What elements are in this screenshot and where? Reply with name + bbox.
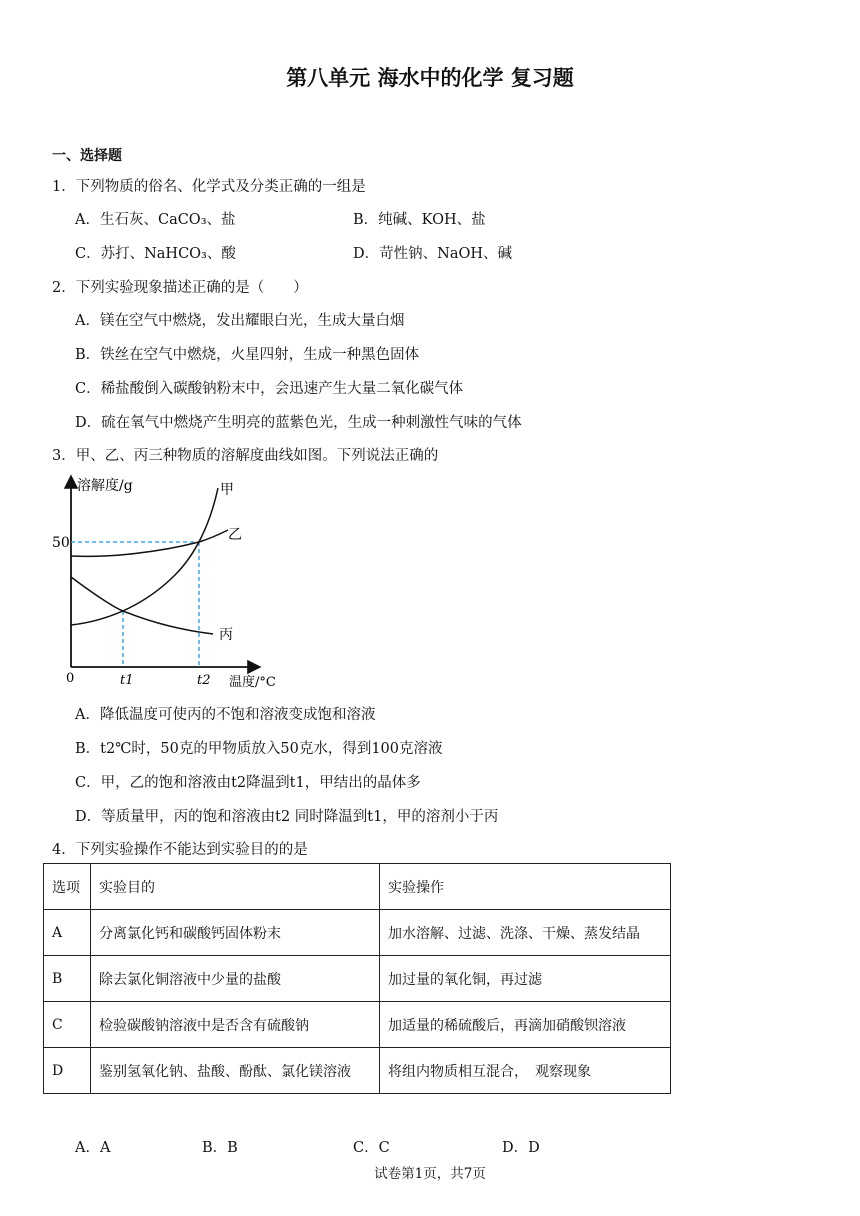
- table-cell: 将组内物质相互混合， 观察现象: [380, 1048, 671, 1094]
- curve-yi: [71, 530, 228, 556]
- table-cell: C: [44, 1002, 91, 1048]
- series-label-yi: 乙: [228, 527, 242, 543]
- table-cell: 检验碳酸钠溶液中是否含有硫酸钠: [91, 1002, 380, 1048]
- table-cell: 分离氯化钙和碳酸钙固体粉末: [91, 910, 380, 956]
- q4-stem: 4．下列实验操作不能达到实验目的的是: [52, 842, 308, 858]
- table-cell: D: [44, 1048, 91, 1094]
- q1-stem: 1．下列物质的俗名、化学式及分类正确的一组是: [52, 179, 366, 195]
- table-header-cell: 实验操作: [380, 864, 671, 910]
- q1-option-a: A．生石灰、CaCO₃、盐: [75, 212, 236, 228]
- table-cell: 鉴别氢氧化钠、盐酸、酚酞、氯化镁溶液: [91, 1048, 380, 1094]
- q3-option-d: D．等质量甲，丙的饱和溶液由t2 同时降温到t1，甲的溶剂小于丙: [75, 809, 499, 825]
- x-tick-t1: t1: [120, 673, 134, 688]
- solubility-chart: [50, 472, 280, 694]
- q3-option-b: B．t2℃时，50克的甲物质放入50克水，得到100克溶液: [75, 741, 443, 757]
- section-heading: 一、选择题: [52, 148, 122, 164]
- y-tick-50: 50: [52, 535, 70, 551]
- table-header-cell: 选项: [44, 864, 91, 910]
- series-label-bing: 丙: [219, 627, 233, 643]
- q3-stem: 3．甲、乙、丙三种物质的溶解度曲线如图。下列说法正确的: [52, 448, 439, 464]
- table-cell: 除去氯化铜溶液中少量的盐酸: [91, 956, 380, 1002]
- q2-option-c: C．稀盐酸倒入碳酸钠粉末中，会迅速产生大量二氧化碳气体: [75, 381, 464, 397]
- table-row: [44, 956, 671, 1002]
- table-row: [44, 910, 671, 956]
- page-footer: 试卷第1页，共7页: [374, 1166, 486, 1182]
- q1-option-d: D．苛性钠、NaOH、碱: [353, 246, 512, 262]
- x-tick-t2: t2: [197, 673, 211, 688]
- table-row: [44, 1002, 671, 1048]
- table-row: [44, 1048, 671, 1094]
- table-cell: 加适量的稀硫酸后，再滴加硝酸钡溶液: [380, 1002, 671, 1048]
- table-cell: B: [44, 956, 91, 1002]
- experiment-table: [43, 863, 671, 1094]
- table-header-row: [44, 864, 671, 910]
- q2-option-b: B．铁丝在空气中燃烧，火星四射，生成一种黑色固体: [75, 347, 420, 363]
- y-axis-label: 溶解度/g: [77, 478, 133, 494]
- series-label-jia: 甲: [220, 482, 234, 498]
- q3-option-c: C．甲，乙的饱和溶液由t2降温到t1，甲结出的晶体多: [75, 775, 421, 791]
- q4-answer-b: B．B: [202, 1140, 238, 1156]
- q3-option-a: A．降低温度可使丙的不饱和溶液变成饱和溶液: [75, 707, 376, 723]
- q2-option-a: A．镁在空气中燃烧，发出耀眼白光，生成大量白烟: [75, 313, 405, 329]
- q2-option-d: D．硫在氧气中燃烧产生明亮的蓝紫色光，生成一种刺激性气味的气体: [75, 415, 522, 431]
- table-cell: 加水溶解、过滤、洗涤、干燥、蒸发结晶: [380, 910, 671, 956]
- curve-bing: [71, 577, 213, 634]
- table-cell: A: [44, 910, 91, 956]
- q1-option-c: C．苏打、NaHCO₃、酸: [75, 246, 236, 262]
- q1-option-b: B．纯碱、KOH、盐: [353, 212, 486, 228]
- q4-answer-c: C．C: [353, 1140, 390, 1156]
- origin-label: 0: [66, 671, 75, 686]
- x-axis-label: 温度/°C: [229, 675, 276, 690]
- table-header-cell: 实验目的: [91, 864, 380, 910]
- page-title: 第八单元 海水中的化学 复习题: [286, 65, 574, 90]
- q4-answer-d: D．D: [502, 1140, 540, 1156]
- q4-answer-a: A．A: [75, 1140, 111, 1156]
- q2-stem: 2．下列实验现象描述正确的是（ ）: [52, 280, 308, 296]
- table-cell: 加过量的氧化铜，再过滤: [380, 956, 671, 1002]
